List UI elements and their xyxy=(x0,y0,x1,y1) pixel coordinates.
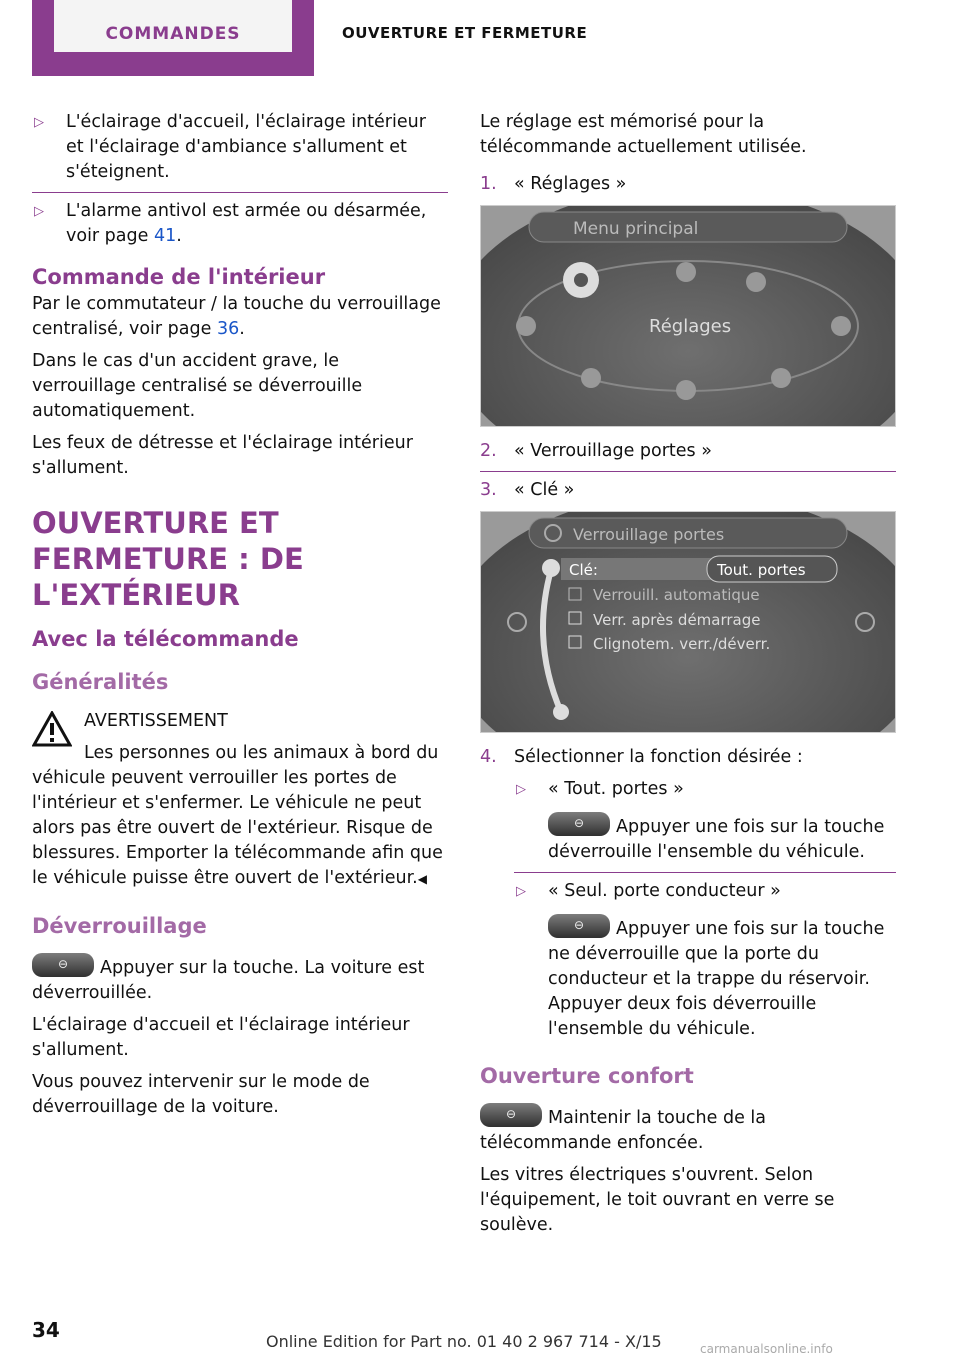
paragraph: Les vitres électriques s'ouvrent. Selon l'équipement, le toit ouvrant en verre se soulève. xyxy=(480,1165,835,1235)
step-item: 3. « Clé » xyxy=(480,471,896,503)
remote-unlock-key-icon: ⊖ xyxy=(480,1103,542,1127)
remote-unlock-key-icon: ⊖ xyxy=(32,953,94,977)
remote-unlock-key-icon: ⊖ xyxy=(548,812,610,836)
svg-text:Verrouillage portes: Verrouillage portes xyxy=(573,525,725,544)
paragraph: L'éclairage d'accueil et l'éclairage intérieur s'allument. xyxy=(32,1015,410,1060)
options-list xyxy=(480,777,896,1042)
edition-note: Online Edition for Part no. 01 40 2 967 714 - X/15 xyxy=(266,1332,662,1351)
paragraph: Les feux de détresse et l'éclairage intérieur s'allument. xyxy=(32,433,413,478)
svg-text:Verrouill. automatique: Verrouill. automatique xyxy=(593,586,760,604)
page-link[interactable]: 36 xyxy=(216,319,240,339)
option-item: ▷ « Seul. porte conducteur » ⊖ Appuyer une fois sur la touche ne déverrouille que la porte du conducteur et la trappe du réservoir. Appuyer deux fois déverrouille l'ensemble du véhicule. xyxy=(514,872,896,1042)
heading-general: Généralités xyxy=(32,670,169,694)
book-icon xyxy=(831,316,851,336)
triangle-right-icon: ▷ xyxy=(516,884,526,899)
header-section: COMMANDES xyxy=(54,0,292,52)
chapter-heading: OUVERTURE ET FERMETURE : DE L'EXTÉRIEUR xyxy=(32,506,304,612)
center-label: Réglages xyxy=(649,316,732,337)
triangle-right-icon: ▷ xyxy=(516,782,526,797)
heading-remote: Avec la télécommande xyxy=(32,627,299,651)
gauge-icon xyxy=(771,368,791,388)
option-item: ▷ « Tout. portes » ⊖ Appuyer une fois sur la touche déverrouille l'ensemble du véhicule. xyxy=(516,779,885,862)
settings-menu-screenshot xyxy=(480,205,896,427)
radio-icon xyxy=(581,368,601,388)
paragraph: Vous pouvez intervenir sur le mode de déverrouillage de la voiture. xyxy=(32,1072,370,1117)
paragraph: Le réglage est mémorisé pour la télécommande actuellement utilisée. xyxy=(480,112,807,157)
door-lock-screenshot xyxy=(480,511,896,733)
watermark: carmanualsonline.info xyxy=(700,1342,833,1356)
warning-text: Les personnes ou les animaux à bord du véhicule peuvent verrouiller les portes de l'intérieur et s'enfermer. Le véhicule ne peut alors pas être ouvert de l'extérieur. Risque de blessures. Emporter la télécommande afin que le véhicule puisse être ouvert de l'extérieur.◀ xyxy=(32,743,443,888)
step-item: 1. « Réglages » xyxy=(480,174,627,194)
svg-text:Clignotem. verr./déverr.: Clignotem. verr./déverr. xyxy=(593,635,771,653)
menu-title: Menu principal xyxy=(573,219,699,239)
page-link[interactable]: 41 xyxy=(153,226,177,246)
music-icon xyxy=(516,316,536,336)
phone-icon xyxy=(676,380,696,400)
right-column xyxy=(480,110,896,1245)
step-item: 2. « Verrouillage portes » xyxy=(480,441,712,461)
bullet-item: ▷ L'alarme antivol est armée ou désarmée, voir page 41. xyxy=(32,192,448,249)
paragraph: Dans le cas d'un accident grave, le verrouillage centralisé se déverrouille automatiquement. xyxy=(32,351,363,421)
heading-unlock: Déverrouillage xyxy=(32,914,207,938)
svg-text:Clé:: Clé: xyxy=(569,561,598,579)
warning-block xyxy=(32,709,448,734)
heading-interior: Commande de l'intérieur xyxy=(32,265,326,289)
svg-text:Tout. portes: Tout. portes xyxy=(717,561,806,579)
paragraph: ⊖ Appuyer sur la touche. La voiture est déverrouillée. xyxy=(32,953,448,1006)
heading-comfort: Ouverture confort xyxy=(480,1064,694,1088)
left-column xyxy=(32,110,448,1127)
page-number: 34 xyxy=(32,1318,60,1342)
paragraph: ⊖ Maintenir la touche de la télécommande enfoncée. xyxy=(480,1103,896,1156)
bullet-item: ▷ L'éclairage d'accueil, l'éclairage intérieur et l'éclairage d'ambiance s'allument et s'éteignent. xyxy=(34,112,426,182)
globe-icon xyxy=(746,272,766,292)
paragraph: Par le commutateur / la touche du verrouillage centralisé, voir page 36. xyxy=(32,294,441,339)
remote-unlock-key-icon: ⊖ xyxy=(548,914,610,938)
car-icon xyxy=(676,262,696,282)
header-title: OUVERTURE ET FERMETURE xyxy=(342,24,588,42)
header-tab xyxy=(32,0,314,76)
triangle-right-icon: ▷ xyxy=(34,204,44,219)
svg-text:Verr. après démarrage: Verr. après démarrage xyxy=(593,611,761,629)
triangle-right-icon: ▷ xyxy=(34,115,44,130)
warning-triangle-icon xyxy=(32,711,72,747)
warning-title: AVERTISSEMENT xyxy=(84,711,228,731)
step-item: 4. Sélectionner la fonction désirée : xyxy=(480,747,803,767)
end-mark: ◀ xyxy=(417,872,427,886)
